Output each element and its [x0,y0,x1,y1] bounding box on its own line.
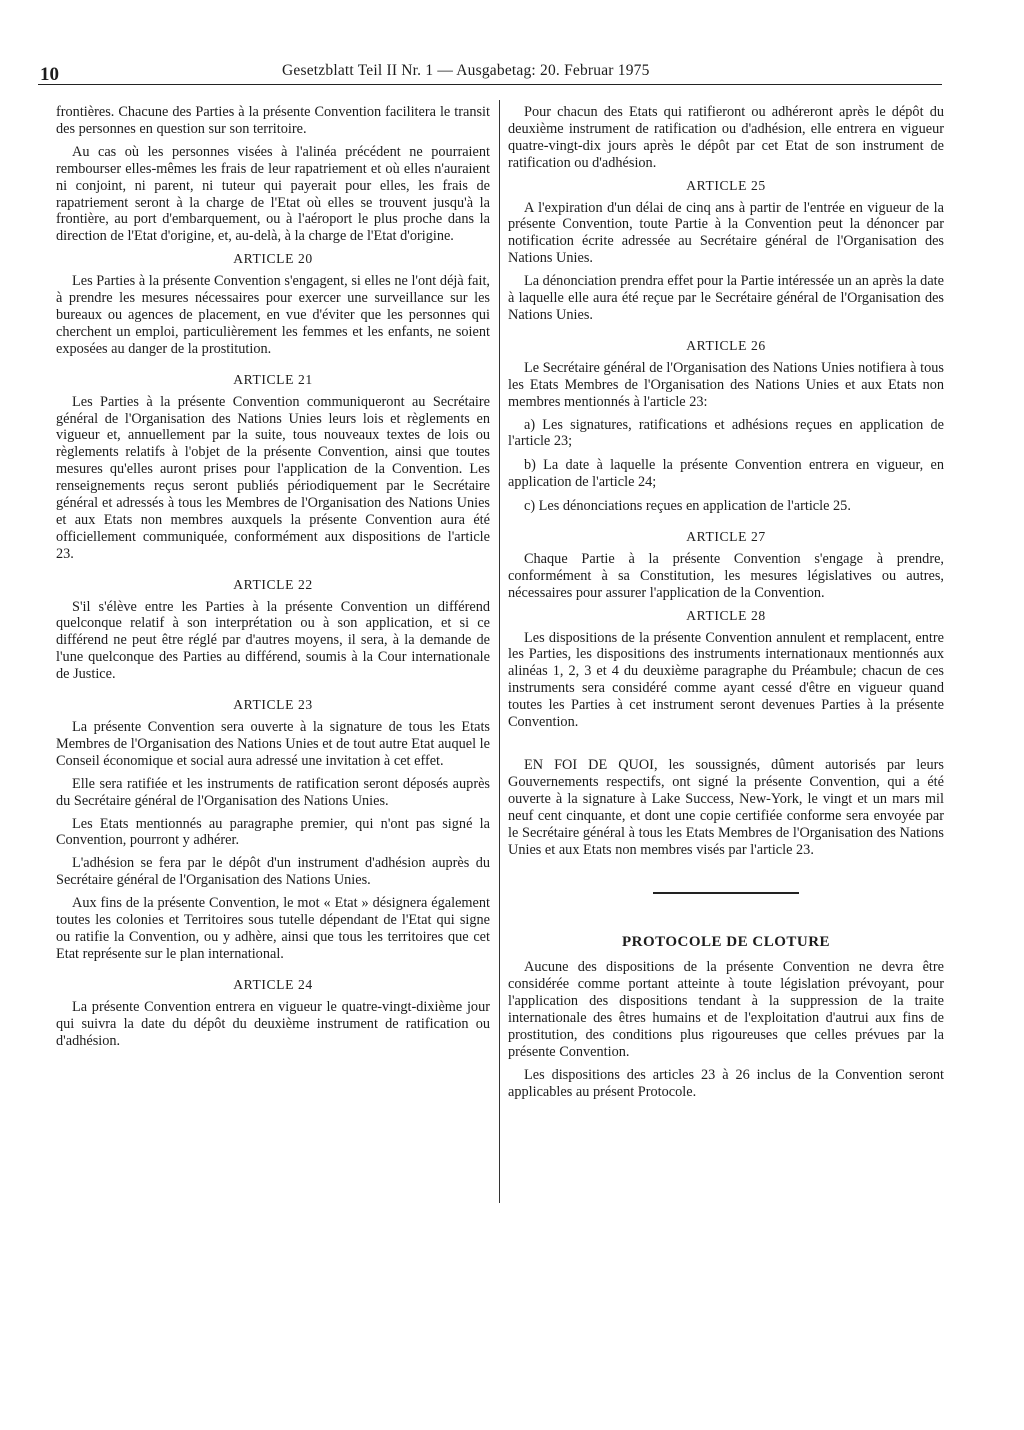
article-21-heading: ARTICLE 21 [233,371,313,387]
page-number: 10 [40,64,59,85]
article-27-text: Chaque Partie à la présente Convention s'engage à prendre, conformément à sa Constitution, les mesures législatives ou autres, nécessaires pour assurer l'application de la Convention. [508,550,944,601]
article-25-paragraph-2: La dénonciation prendra effet pour la Partie intéressée un an après la date à laquelle elle aura été reçue par le Secrétaire général de l'Organisation des Nations Unies. [508,273,944,323]
section-separator-rule [653,892,799,894]
protocol-paragraph-1: Aucune des dispositions de la présente Convention ne devra être considérée comme portant atteinte à toute législation prévoyant, pour l'application des dispositions tendant à la suppression de la traite internationale des êtres humains et de l'exploitation d'autrui aux fins de prostitution, des conditions plus rigoureuses que celles prévues par la présente Convention. [508,959,944,1060]
article-23-heading: ARTICLE 23 [233,697,313,713]
running-header: Gesetzblatt Teil II Nr. 1 — Ausgabetag: 20. Februar 1975 [282,62,650,79]
article-26-item-a: a) Les signatures, ratifications et adhésions reçues en application de l'article 23; [508,416,944,450]
article-27-heading: ARTICLE 27 [686,529,766,545]
header-rule [38,84,942,85]
article-28-text: Les dispositions de la présente Convention annulent et remplacent, entre les Parties, les dispositions des instruments internationaux mentionnés aux alinéas 1, 2, 3 et 4 du deuxième paragraphe du Préambule; chacun de ces instruments sera considéré comme ayant cessé d'être en vigueur quand toutes les Parties à cet instrument seront devenues Parties à la présente Convention. [508,629,944,731]
article-25-heading: ARTICLE 25 [686,177,766,193]
article-23-paragraph-2: Elle sera ratifiée et les instruments de ratification seront déposés auprès du Secrétaire général de l'Organisation des Nations Unies. [56,775,490,809]
article-23-paragraph-3: Les Etats mentionnés au paragraphe premier, qui n'ont pas signé la Convention, pourront y adhérer. [56,815,490,849]
article-22-text: S'il s'élève entre les Parties à la présente Convention un différend quelconque relatif à son interprétation ou à son application, et si ce différend ne peut être réglé par d'autres moyens, il sera, à la demande de l'une quelconque des Parties au différend, soumis à la Cour internationale de Justice. [56,598,490,683]
protocol-heading: PROTOCOLE DE CLOTURE [621,934,831,951]
en-foi-de-quoi: EN FOI DE QUOI, les soussignés, dûment autorisés par leurs Gouvernements respectifs, ont signé la présente Convention, qui a été ouverte à la signature à Lake Success, New-York, le vingt et un mars mil neuf cent cinquante, et dont une copie certifiée conforme sera envoyée par le Secrétaire général à tous les Etats Membres de l'Organisation des Nations Unies et aux Etats non membres visés par l'article 23. [508,757,944,858]
article-28-heading: ARTICLE 28 [686,607,766,623]
article-20-heading: ARTICLE 20 [233,251,313,267]
article-23-paragraph-5: Aux fins de la présente Convention, le mot « Etat » désignera également toutes les colonies et Territoires sous tutelle dépendant de l'Etat qui signe ou ratifie la Convention, ou y adhère, ainsi que tous les territoires que cet Etat représente sur le plan international. [56,895,490,962]
article-22-heading: ARTICLE 22 [233,576,313,592]
paragraph-au-cas: Au cas où les personnes visées à l'alinéa précédent ne pourraient rembourser elles-mêmes les frais de leur rapatriement et où elles n'auraient ni conjoint, ni parent, ni tuteur qui payerait pour elles, les frais de rapatriement seront à la charge de l'Etat où elles se trouvent jusqu'à la frontière, au port d'embarquement, ou à l'aéroport le plus proche dans la direction de l'Etat d'origine, et, au-delà, à la charge de l'Etat d'origine. [56,143,490,245]
article-26-item-c: c) Les dénonciations reçues en application de l'article 25. [524,498,851,515]
column-divider [499,100,500,1203]
article-24-paragraph-2: Pour chacun des Etats qui ratifieront ou adhéreront après le dépôt du deuxième instrument de ratification ou d'adhésion, elle entrera en vigueur quatre-vingt-dix jours après le dépôt par cet Etat de son instrument de ratification ou d'adhésion. [508,104,944,171]
article-24-heading: ARTICLE 24 [233,976,313,992]
article-20-text: Les Parties à la présente Convention s'engagent, si elles ne l'ont déjà fait, à prendre les mesures nécessaires pour exercer une surveillance sur les bureaux ou agences de placement, en vue d'éviter que les personnes qui cherchent un emploi, particulièrement les femmes et les enfants, ne soient exposées au danger de la prostitution. [56,273,490,357]
article-25-paragraph-1: A l'expiration d'un délai de cinq ans à partir de l'entrée en vigueur de la présente Convention, toute Partie à la Convention peut la dénoncer par notification écrite adressée au Secrétaire général de l'Organisation des Nations Unies. [508,199,944,267]
spacer [508,737,944,757]
article-26-intro: Le Secrétaire général de l'Organisation des Nations Unies notifiera à tous les Etats Membres de l'Organisation des Nations Unies et aux Etats non membres mentionnés à l'article 23: [508,359,944,410]
article-23-paragraph-1: La présente Convention sera ouverte à la signature de tous les Etats Membres de l'Organisation des Nations Unies et de tout autre Etat auquel le Conseil économique et social aura adressé une invitation à cet effet. [56,719,490,769]
right-column [508,104,944,1107]
left-column [56,104,490,1055]
article-26-item-b: b) La date à laquelle la présente Convention entrera en vigueur, en application de l'article 24; [508,457,944,491]
article-23-paragraph-4: L'adhésion se fera par le dépôt d'un instrument d'adhésion auprès du Secrétaire général de l'Organisation des Nations Unies. [56,855,490,889]
article-26-heading: ARTICLE 26 [686,337,766,353]
paragraph-frontieres: frontières. Chacune des Parties à la présente Convention facilitera le transit des personnes en question sur son territoire. [56,104,490,137]
article-21-text: Les Parties à la présente Convention communiqueront au Secrétaire général de l'Organisation des Nations Unies leurs lois et règlements en vigueur et, annuellement par la suite, tous nouveaux textes de lois ou règlements relatifs à l'objet de la présente Convention, ainsi que toutes mesures qu'elles auront prises pour l'application de la Convention. Les renseignements reçus seront publiés périodiquement par le Secrétaire général et adressés à tous les Membres de l'Organisation des Nations Unies et aux Etats non membres auxquels la présente Convention aura été officiellement communiquée, conformément aux dispositions de l'article 23. [56,393,490,562]
protocol-paragraph-2: Les dispositions des articles 23 à 26 inclus de la Convention seront applicables au présent Protocole. [508,1066,944,1100]
article-24-paragraph-1: La présente Convention entrera en vigueur le quatre-vingt-dixième jour qui suivra la date du dépôt du deuxième instrument de ratification ou d'adhésion. [56,998,490,1049]
